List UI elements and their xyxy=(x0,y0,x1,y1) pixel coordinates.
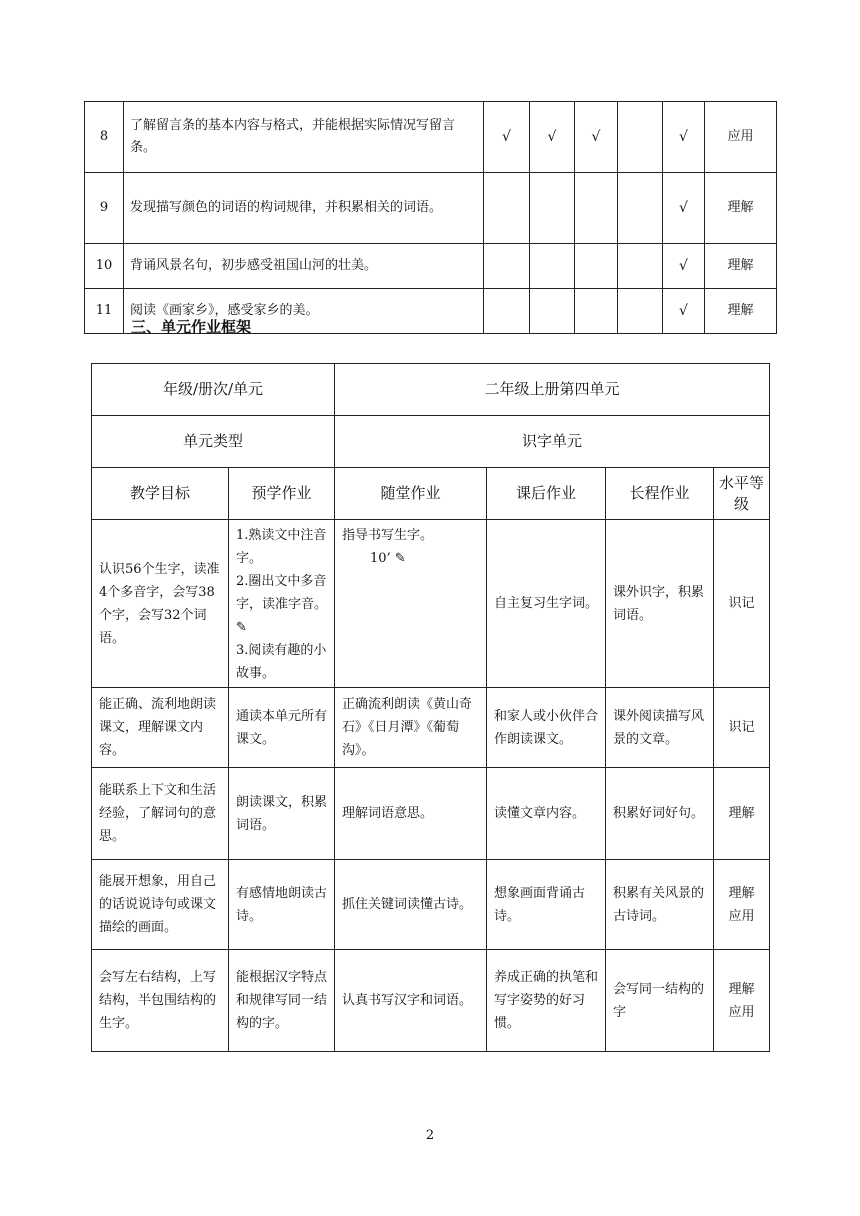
column-header: 课后作业 xyxy=(487,468,606,520)
level-cell: 理解 xyxy=(714,768,770,860)
column-header: 预学作业 xyxy=(229,468,335,520)
level-text: 理解 xyxy=(728,981,755,997)
table-row xyxy=(85,102,777,173)
framework-table xyxy=(91,363,770,1052)
pre-item: 1.熟读文中注音字。 xyxy=(236,528,327,566)
column-header: 教学目标 xyxy=(92,468,229,520)
pre-item-text: 2.圈出文中多音字，读准字音。 xyxy=(236,574,328,612)
check-mark xyxy=(484,173,530,244)
level-cell: 应用 xyxy=(705,102,777,173)
pre-item: 3.阅读有趣的小故事。 xyxy=(236,643,327,681)
level-cell xyxy=(714,860,770,950)
pre-cell: 朗读课文，积累词语。 xyxy=(229,768,335,860)
goal-cell: 会写左右结构，上写结构，半包围结构的生字。 xyxy=(92,950,229,1052)
grade-label: 年级/册次/单元 xyxy=(92,364,335,416)
goal-cell: 认识56个生字，读准4个多音字，会写38个字，会写32个词语。 xyxy=(92,520,229,688)
check-mark xyxy=(575,173,618,244)
pre-cell xyxy=(229,520,335,688)
level-text: 应用 xyxy=(728,908,755,924)
type-label: 单元类型 xyxy=(92,416,335,468)
pencil-icon: ✎ xyxy=(236,620,247,635)
check-mark xyxy=(530,289,575,334)
column-header: 长程作业 xyxy=(606,468,714,520)
class-cell: 认真书写汉字和词语。 xyxy=(335,950,487,1052)
row-number: 9 xyxy=(85,173,124,244)
long-cell: 积累好词好句。 xyxy=(606,768,714,860)
class-cell: 正确流利朗读《黄山奇石》《日月潭》《葡萄沟》。 xyxy=(335,688,487,768)
table-row xyxy=(92,950,770,1052)
type-value: 识字单元 xyxy=(335,416,770,468)
table-row xyxy=(92,416,770,468)
goal-cell: 能展开想象，用自己的话说说诗句或课文描绘的画面。 xyxy=(92,860,229,950)
class-cell: 理解词语意思。 xyxy=(335,768,487,860)
column-header: 随堂作业 xyxy=(335,468,487,520)
after-cell: 养成正确的执笔和写字姿势的好习惯。 xyxy=(487,950,606,1052)
page-number: 2 xyxy=(425,1128,435,1143)
header-row xyxy=(92,468,770,520)
goal-cell: 能联系上下文和生活经验，了解词句的意思。 xyxy=(92,768,229,860)
level-cell: 理解 xyxy=(705,173,777,244)
level-text: 应用 xyxy=(728,1004,755,1020)
class-cell xyxy=(335,520,487,688)
check-mark xyxy=(530,244,575,289)
long-cell: 会写同一结构的字 xyxy=(606,950,714,1052)
check-mark: √ xyxy=(663,173,705,244)
check-mark xyxy=(530,173,575,244)
table-row xyxy=(92,520,770,688)
objectives-table xyxy=(84,101,777,334)
class-cell: 抓住关键词读懂古诗。 xyxy=(335,860,487,950)
long-cell: 课外阅读描写风景的文章。 xyxy=(606,688,714,768)
check-mark xyxy=(575,244,618,289)
pre-cell: 通读本单元所有课文。 xyxy=(229,688,335,768)
after-cell: 读懂文章内容。 xyxy=(487,768,606,860)
row-number: 8 xyxy=(85,102,124,173)
table-row xyxy=(92,860,770,950)
column-header: 水平等级 xyxy=(714,468,770,520)
pre-cell: 有感情地朗读古诗。 xyxy=(229,860,335,950)
table-row xyxy=(85,244,777,289)
row-number: 11 xyxy=(85,289,124,334)
objective-text: 了解留言条的基本内容与格式，并能根据实际情况写留言条。 xyxy=(124,102,484,173)
long-cell: 课外识字，积累词语。 xyxy=(606,520,714,688)
check-mark: √ xyxy=(530,102,575,173)
long-cell: 积累有关风景的古诗词。 xyxy=(606,860,714,950)
class-text: 指导书写生字。 xyxy=(342,528,434,543)
time-label: 10’ xyxy=(370,551,391,566)
goal-cell: 能正确、流利地朗读课文，理解课文内容。 xyxy=(92,688,229,768)
check-mark: √ xyxy=(575,102,618,173)
pencil-icon: ✎ xyxy=(390,551,406,566)
check-mark xyxy=(484,244,530,289)
check-mark: √ xyxy=(663,102,705,173)
level-cell: 理解 xyxy=(705,289,777,334)
grade-value: 二年级上册第四单元 xyxy=(335,364,770,416)
level-cell: 识记 xyxy=(714,520,770,688)
pre-item xyxy=(236,570,327,639)
table-row xyxy=(92,364,770,416)
check-mark xyxy=(618,102,663,173)
level-cell xyxy=(714,950,770,1052)
check-mark xyxy=(618,289,663,334)
table-row xyxy=(92,688,770,768)
objective-text: 阅读《画家乡》，感受家乡的美。 xyxy=(124,289,484,334)
after-cell: 和家人或小伙伴合作朗读课文。 xyxy=(487,688,606,768)
objective-text: 背诵风景名句，初步感受祖国山河的壮美。 xyxy=(124,244,484,289)
section-title: 三、单元作业框架 xyxy=(131,318,252,336)
check-mark xyxy=(618,244,663,289)
table-row xyxy=(92,768,770,860)
level-cell: 识记 xyxy=(714,688,770,768)
class-time xyxy=(342,547,479,570)
check-mark xyxy=(575,289,618,334)
objective-text: 发现描写颜色的词语的构词规律，并积累相关的词语。 xyxy=(124,173,484,244)
check-mark xyxy=(618,173,663,244)
row-number: 10 xyxy=(85,244,124,289)
check-mark: √ xyxy=(663,289,705,334)
check-mark: √ xyxy=(484,102,530,173)
check-mark: √ xyxy=(663,244,705,289)
check-mark xyxy=(484,289,530,334)
table-row xyxy=(85,173,777,244)
pre-cell: 能根据汉字特点和规律写同一结构的字。 xyxy=(229,950,335,1052)
level-text: 理解 xyxy=(728,885,755,901)
after-cell: 想象画面背诵古诗。 xyxy=(487,860,606,950)
after-cell: 自主复习生字词。 xyxy=(487,520,606,688)
level-cell: 理解 xyxy=(705,244,777,289)
